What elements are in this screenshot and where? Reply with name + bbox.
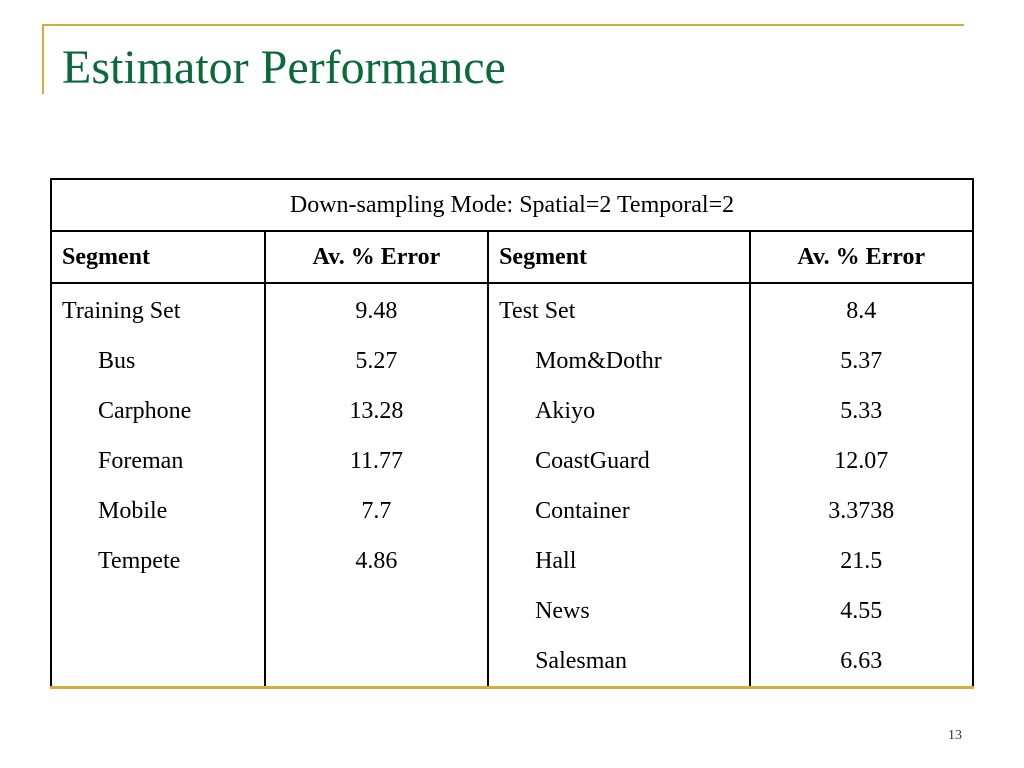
table-row [51, 486, 973, 536]
segment-cell: Tempete [51, 536, 265, 586]
segment-cell: Foreman [51, 436, 265, 486]
table-row [51, 436, 973, 486]
segment-cell: Test Set [488, 283, 750, 336]
error-cell: 4.86 [265, 536, 488, 586]
error-cell: 8.4 [750, 283, 973, 336]
table-row [51, 336, 973, 386]
error-cell: 9.48 [265, 283, 488, 336]
error-cell [265, 586, 488, 636]
mode-caption-row [51, 179, 973, 231]
segment-cell: News [488, 586, 750, 636]
segment-cell: Salesman [488, 636, 750, 688]
slide-frame-left-rule [42, 24, 44, 94]
error-cell: 21.5 [750, 536, 973, 586]
header-segment-training: Segment [51, 231, 265, 283]
estimator-performance-table [50, 178, 974, 689]
error-cell: 6.63 [750, 636, 973, 688]
error-cell: 5.33 [750, 386, 973, 436]
slide-title: Estimator Performance [62, 41, 506, 94]
header-error-training: Av. % Error [265, 231, 488, 283]
table-row [51, 586, 973, 636]
error-cell: 5.27 [265, 336, 488, 386]
page-number: 13 [948, 728, 962, 743]
segment-cell: Container [488, 486, 750, 536]
error-cell: 12.07 [750, 436, 973, 486]
segment-cell [51, 636, 265, 688]
segment-cell: Training Set [51, 283, 265, 336]
error-cell: 7.7 [265, 486, 488, 536]
error-cell: 3.3738 [750, 486, 973, 536]
table-header-row [51, 231, 973, 283]
mode-caption: Down-sampling Mode: Spatial=2 Temporal=2 [51, 179, 973, 231]
segment-cell: Mom&Dothr [488, 336, 750, 386]
error-cell [265, 636, 488, 688]
table-row [51, 386, 973, 436]
segment-cell: Mobile [51, 486, 265, 536]
error-cell: 5.37 [750, 336, 973, 386]
segment-cell [51, 586, 265, 636]
table-row [51, 636, 973, 688]
table-row [51, 283, 973, 336]
slide-frame-top-rule [42, 24, 964, 26]
table-row [51, 536, 973, 586]
header-error-test: Av. % Error [750, 231, 973, 283]
segment-cell: Akiyo [488, 386, 750, 436]
error-cell: 13.28 [265, 386, 488, 436]
error-cell: 4.55 [750, 586, 973, 636]
segment-cell: Bus [51, 336, 265, 386]
segment-cell: CoastGuard [488, 436, 750, 486]
error-cell: 11.77 [265, 436, 488, 486]
segment-cell: Hall [488, 536, 750, 586]
header-segment-test: Segment [488, 231, 750, 283]
segment-cell: Carphone [51, 386, 265, 436]
